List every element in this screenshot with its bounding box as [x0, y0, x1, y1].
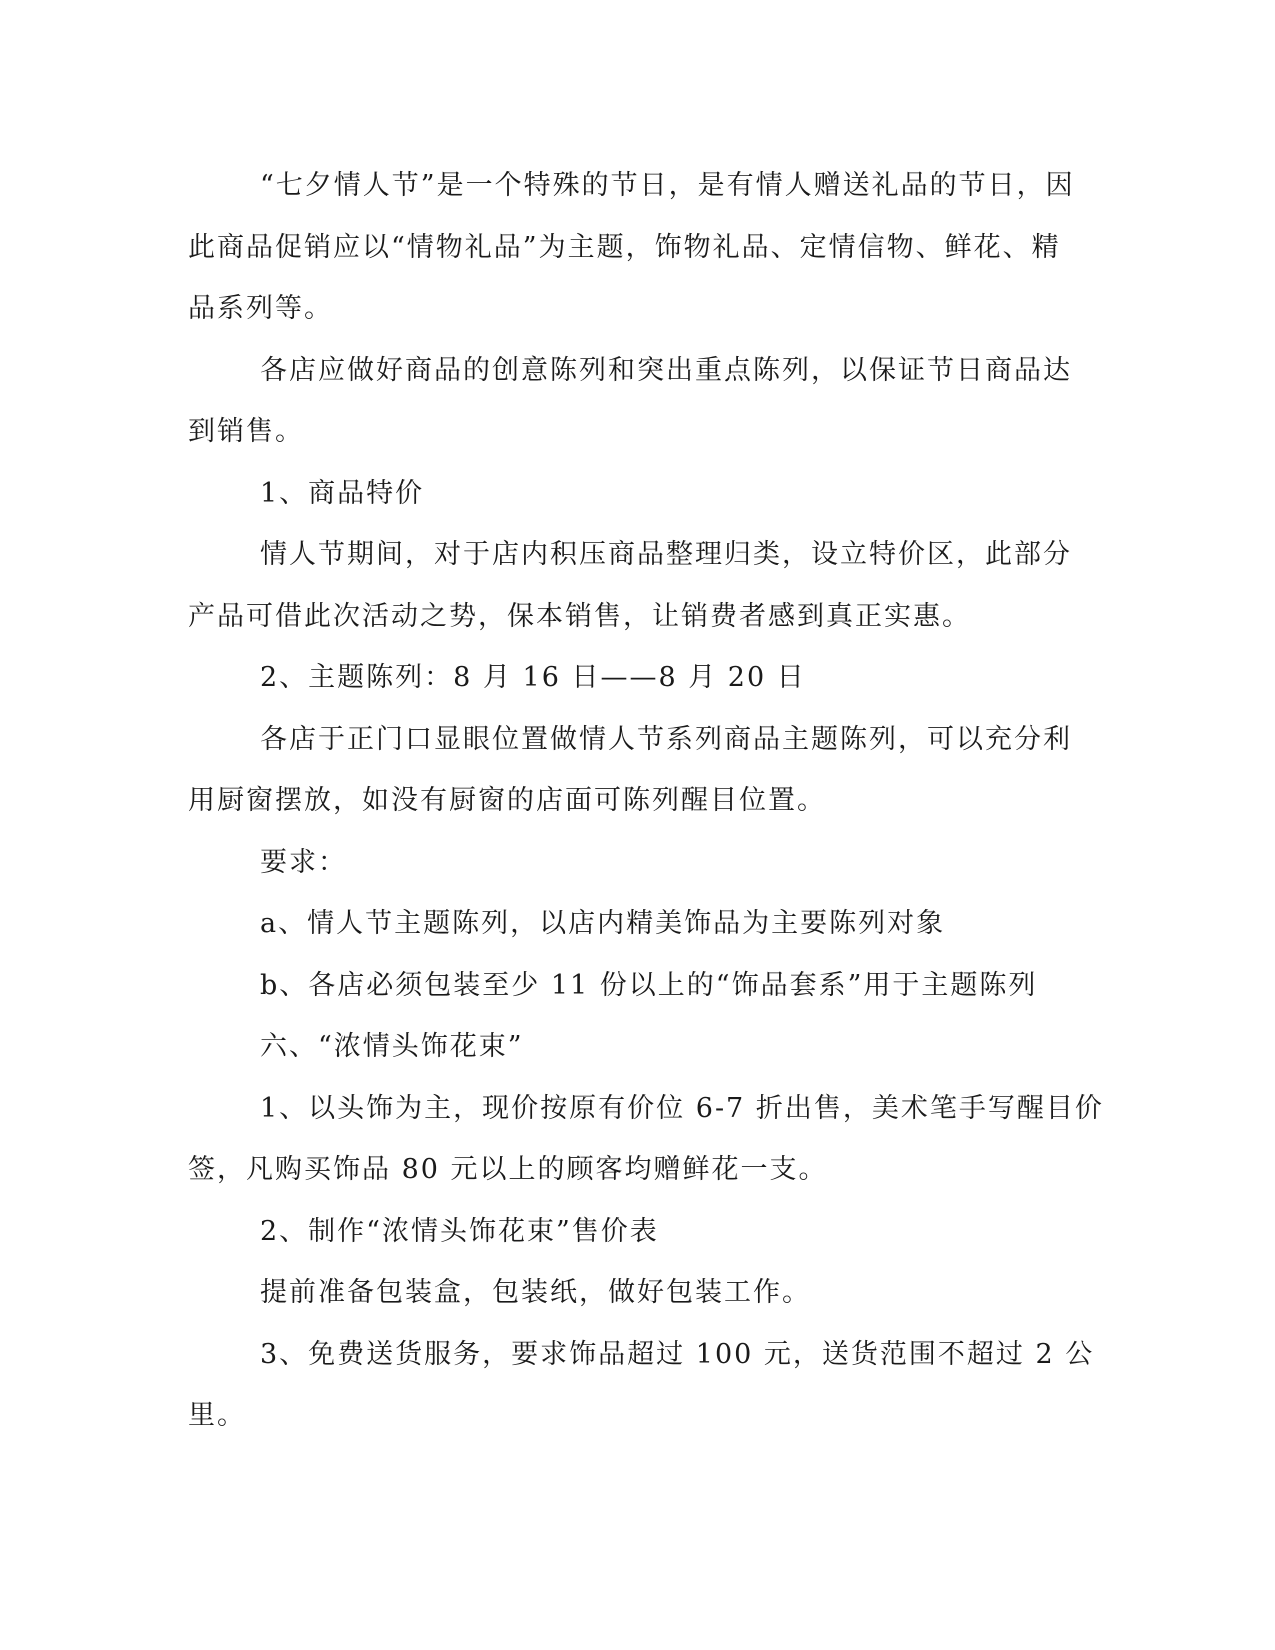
paragraph-price-list — [188, 1201, 1088, 1263]
text-line: a、情人节主题陈列，以店内精美饰品为主要陈列对象 — [260, 908, 946, 939]
text-line: 六、“浓情头饰花束” — [260, 1031, 524, 1062]
paragraph-special-price — [188, 524, 1088, 647]
text-line: 提前准备包装盒，包装纸，做好包装工作。 — [260, 1277, 811, 1308]
paragraph-delivery — [188, 1324, 1095, 1447]
text-line: 1、商品特价 — [260, 477, 425, 509]
text-line: 2、制作“浓情头饰花束”售价表 — [260, 1215, 659, 1247]
text-line: 产品可借此次活动之势，保本销售，让销费者感到真正实惠。 — [188, 600, 971, 632]
text-line: 此商品促销应以“情物礼品”为主题，饰物礼品、定情信物、鲜花、精 — [188, 231, 1061, 263]
text-line: 到销售。 — [188, 416, 304, 447]
text-line: 要求： — [260, 846, 347, 878]
paragraph-theme-display — [188, 709, 1088, 832]
paragraph-display — [188, 340, 1088, 463]
heading-section-six — [188, 1016, 1088, 1078]
heading-theme-display — [188, 647, 1088, 709]
text-line: 各店于正门口显眼位置做情人节系列商品主题陈列，可以充分利 — [260, 723, 1072, 755]
paragraph-intro — [188, 155, 1088, 340]
text-line: 各店应做好商品的创意陈列和突出重点陈列，以保证节日商品达 — [260, 354, 1072, 386]
text-line: 情人节期间，对于店内积压商品整理归类，设立特价区，此部分 — [260, 539, 1072, 570]
paragraph-packaging — [188, 1262, 1088, 1324]
text-line: 2、主题陈列：8 月 16 日——8 月 20 日 — [260, 662, 806, 693]
heading-special-price — [188, 463, 1088, 525]
paragraph-headwear-discount — [188, 1078, 1104, 1201]
text-line: 用厨窗摆放，如没有厨窗的店面可陈列醒目位置。 — [188, 785, 826, 816]
requirement-a — [188, 893, 1088, 955]
heading-requirements — [188, 832, 1088, 894]
text-line: 3、免费送货服务，要求饰品超过 100 元，送货范围不超过 2 公 — [260, 1338, 1095, 1370]
document-body — [188, 155, 1104, 1447]
text-line: “七夕情人节”是一个特殊的节日，是有情人赠送礼品的节日，因 — [260, 170, 1075, 201]
text-line: 里。 — [188, 1400, 246, 1431]
text-line: 签，凡购买饰品 80 元以上的顾客均赠鲜花一支。 — [188, 1154, 828, 1185]
text-line: 品系列等。 — [188, 293, 333, 324]
text-line: 1、以头饰为主，现价按原有价位 6-7 折出售，美术笔手写醒目价 — [260, 1092, 1104, 1124]
requirement-b — [188, 955, 1088, 1017]
text-line: b、各店必须包装至少 11 份以上的“饰品套系”用于主题陈列 — [260, 969, 1038, 1001]
